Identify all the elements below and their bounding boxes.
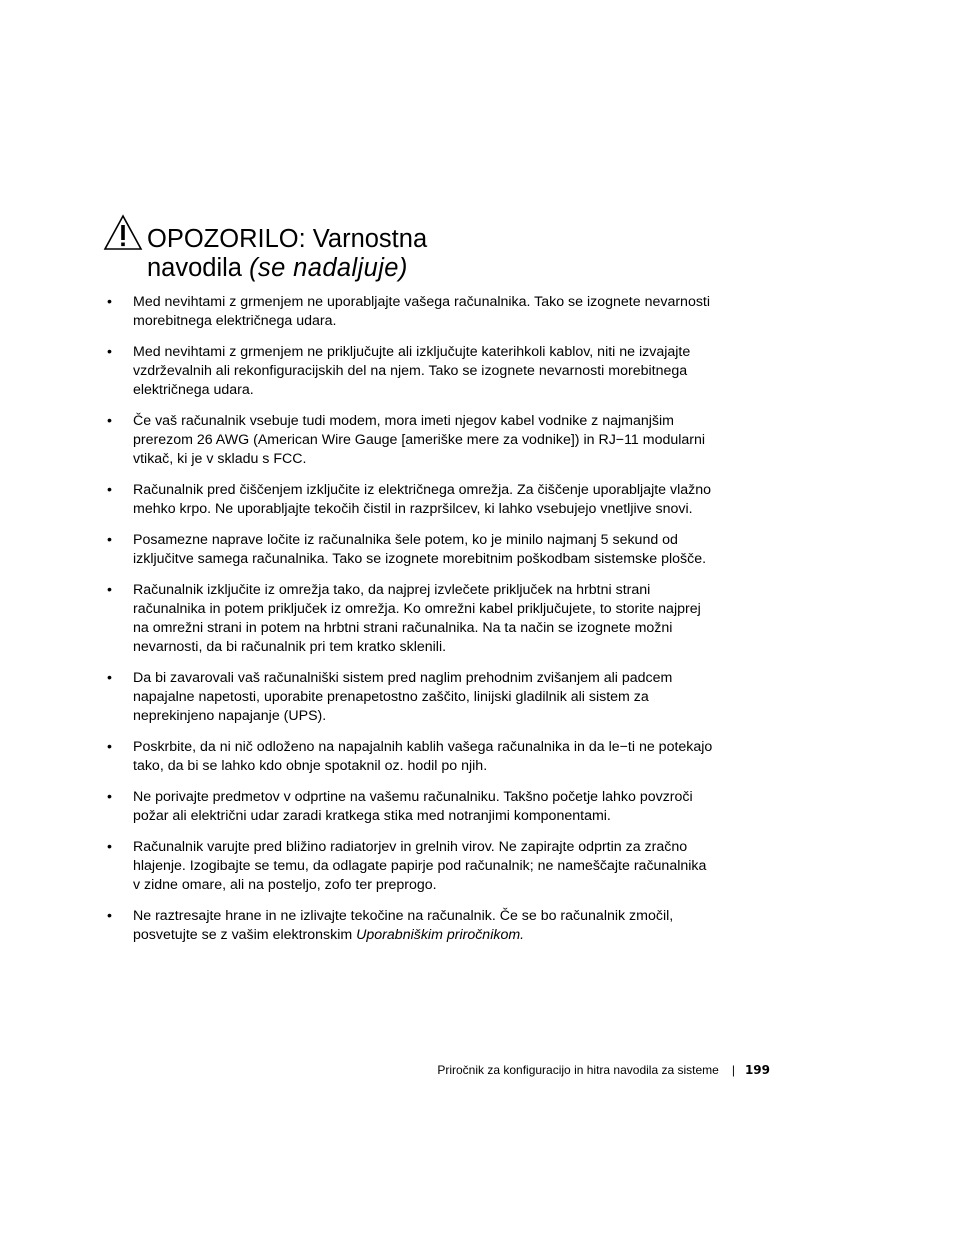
heading-subtitle-plain: navodila [147,254,250,282]
bullet-icon: • [107,344,112,360]
list-item [107,412,717,469]
heading-title: OPOZORILO: Varnostna [147,225,428,253]
page-number: 199 [744,1063,770,1077]
safety-instructions-list [107,293,717,957]
list-item [107,343,717,400]
list-item [107,907,717,945]
page-footer [437,1062,770,1078]
list-item-text: Ne porivajte predmetov v odprtine na vašemu računalniku. Takšno početje lahko povzroči požar ali električni udar zaradi kratkega stika med notranjimi komponentami. [133,789,693,824]
list-item-text: Med nevihtami z grmenjem ne uporabljajte vašega računalnika. Tako se izognete nevarnosti morebitnega električnega udara. [133,294,711,329]
list-item-text: Poskrbite, da ni nič odloženo na napajalnih kablih vašega računalnika in da le−ti ne potekajo tako, da bi se lahko kdo obnje spotaknil oz. hodil po njih. [133,739,713,774]
list-item [107,581,717,657]
list-item-text: Med nevihtami z grmenjem ne priključujte ali izključujte katerihkoli kablov, niti ne izvajajte vzdrževalnih ali rekonfiguracijskih del na njem. Tako se izognete nevarnosti morebitnega električnega udara. [133,344,691,398]
list-item-text: Posamezne naprave ločite iz računalnika šele potem, ko je minilo najmanj 5 sekund od izključitve samega računalnika. Tako se izognete morebitnim poškodbam sistemske plošče. [133,532,707,567]
footer-separator: | [731,1063,735,1077]
heading-subtitle [147,253,408,283]
bullet-icon: • [107,294,112,310]
list-item-text: Računalnik pred čiščenjem izključite iz električnega omrežja. Za čiščenje uporabljajte vlažno mehko krpo. Ne uporabljajte tekočih čistil in razpršilcev, ki lahko vsebujejo vnetljive snovi. [133,482,712,517]
footer-title: Priročnik za konfiguracijo in hitra navodila za sisteme [437,1063,719,1077]
bullet-icon: • [107,739,112,755]
bullet-icon: • [107,582,112,598]
heading-subtitle-italic: (se nadaljuje) [249,254,408,282]
list-item-text: Če vaš računalnik vsebuje tudi modem, mora imeti njegov kabel vodnike z najmanjšim prerezom 26 AWG (American Wire Gauge [ameriške mere za vodnike]) in RJ−11 modularni vtikač, ki je v skladu s FCC. [133,413,706,467]
list-item [107,838,717,895]
list-item [107,788,717,826]
bullet-icon: • [107,413,112,429]
list-item [107,481,717,519]
list-item [107,293,717,331]
bullet-icon: • [107,789,112,805]
warning-triangle-icon [103,214,143,251]
bullet-icon: • [107,670,112,686]
list-item-text: Ne raztresajte hrane in ne izlivajte tekočine na računalnik. Če se bo računalnik zmočil, posvetujte se z vašim elektronskim [133,908,674,943]
bullet-icon: • [107,908,112,924]
list-item [107,669,717,726]
list-item-text: Da bi zavarovali vaš računalniški sistem pred naglim prehodnim zvišanjem ali padcem napajalne napetosti, uporabite prenapetostno zaščito, linijski gladilnik ali sistem za neprekinjeno napajanje (UPS). [133,670,673,724]
list-item [107,531,717,569]
list-item-text: Računalnik izključite iz omrežja tako, da najprej izvlečete priključek na hrbtni strani računalnika in potem priključek iz omrežja. Ko omrežni kabel priključujete, to storite najprej na omrežni strani in potem na hrbtni strani računalnika. Na ta način se izognete možni nevarnosti, da bi računalnik pri tem kratko sklenili. [133,582,701,655]
list-item [107,738,717,776]
bullet-icon: • [107,839,112,855]
list-item-text: Računalnik varujte pred bližino radiatorjev in grelnih virov. Ne zapirajte odprtin za zračno hlajenje. Izogibajte se temu, da odlagate papirje pod računalnik; ne nameščajte računalnika v zidne omare, ali na posteljo, zofo ter preprogo. [133,839,707,893]
bullet-icon: • [107,482,112,498]
manual-reference: Uporabniškim priročnikom. [356,927,525,943]
bullet-icon: • [107,532,112,548]
